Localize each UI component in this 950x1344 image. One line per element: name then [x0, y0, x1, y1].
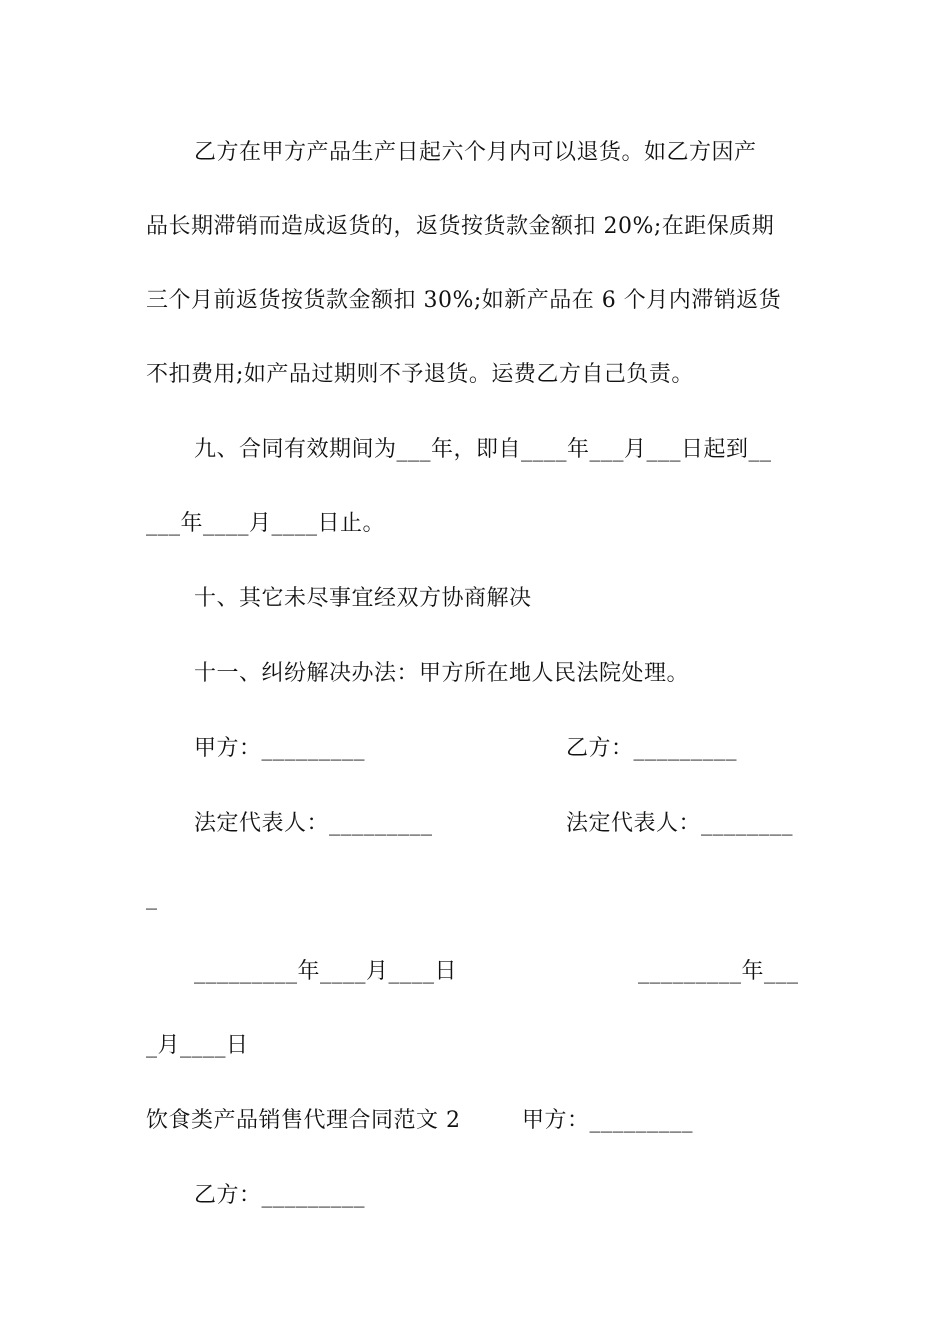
legal-representative-b: 法定代表人：________: [566, 811, 794, 836]
clause-eleven: 十一、纠纷解决办法：甲方所在地人民法院处理。: [194, 661, 690, 686]
clause-ten: 十、其它未尽事宜经双方协商解决: [194, 586, 532, 611]
party-a-field: 甲方：_________: [522, 1108, 694, 1133]
legal-representative-a: 法定代表人：_________: [194, 811, 433, 836]
date-b-continuation: _月____日: [146, 1033, 249, 1058]
date-b: _________年___: [638, 959, 799, 984]
paragraph-line: 乙方在甲方产品生产日起六个月内可以退货。如乙方因产: [194, 140, 757, 165]
party-a-signature: 甲方：_________: [194, 736, 366, 761]
section-title: 饮食类产品销售代理合同范文 2: [146, 1108, 461, 1133]
date-a: _________年____月____日: [194, 959, 458, 984]
party-b-field: 乙方：_________: [194, 1183, 366, 1208]
clause-nine-line: ___年____月____日止。: [146, 511, 386, 536]
underscore-continuation: _: [146, 885, 158, 910]
clause-nine-line: 九、合同有效期间为___年，即自____年___月___日起到__: [194, 437, 772, 462]
paragraph-line: 不扣费用;如产品过期则不予退货。运费乙方自己负责。: [146, 362, 694, 387]
paragraph-line: 品长期滞销而造成返货的，返货按货款金额扣 20%;在距保质期: [146, 214, 775, 239]
paragraph-line: 三个月前返货按货款金额扣 30%;如新产品在 6 个月内滞销返货: [146, 288, 782, 313]
party-b-signature: 乙方：_________: [566, 736, 738, 761]
